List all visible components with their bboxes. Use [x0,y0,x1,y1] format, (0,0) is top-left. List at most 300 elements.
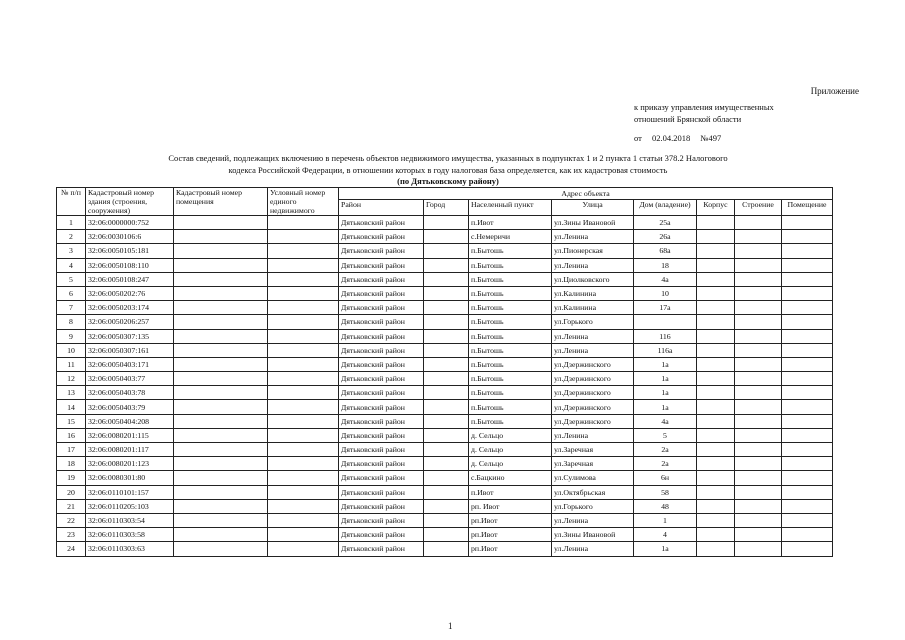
order-date-line [634,132,774,144]
cadastral-number: 32:06:0050108:110 [86,258,174,272]
korpus-cell [697,428,735,442]
korpus-cell [697,258,735,272]
cadastral-number: 32:06:0030106:6 [86,230,174,244]
row-number: 12 [57,372,86,386]
conditional-number [268,386,339,400]
house-cell: 4 [634,528,697,542]
city-cell [424,315,469,329]
district-cell: Дятьковский район [339,528,424,542]
col-header-room: Помещение [782,200,833,216]
col-header-locality: Населенный пункт [469,200,552,216]
building-cell [735,499,782,513]
city-cell [424,428,469,442]
house-cell: 48 [634,499,697,513]
district-cell: Дятьковский район [339,372,424,386]
street-cell: ул.Ленина [552,428,634,442]
row-number: 22 [57,513,86,527]
city-cell [424,513,469,527]
col-header-conditional-number: Условный номер единого недвижимого [268,188,339,216]
conditional-number [268,443,339,457]
conditional-number [268,357,339,371]
room-cadastral-number [174,244,268,258]
row-number: 23 [57,528,86,542]
table-row [57,443,833,457]
conditional-number [268,343,339,357]
street-cell: ул.Ленина [552,329,634,343]
room-cell [782,272,833,286]
room-cell [782,329,833,343]
objects-table [56,187,833,557]
order-line-2: отношений Брянской области [634,114,742,124]
room-cadastral-number [174,301,268,315]
district-cell: Дятьковский район [339,542,424,556]
col-header-korpus: Корпус [697,200,735,216]
row-number: 7 [57,301,86,315]
cadastral-number: 32:06:0050307:161 [86,343,174,357]
district-cell: Дятьковский район [339,400,424,414]
building-cell [735,258,782,272]
locality-cell: п.Бытошь [469,329,552,343]
table-row [57,400,833,414]
conditional-number [268,372,339,386]
room-cell [782,471,833,485]
row-number: 1 [57,216,86,230]
room-cell [782,428,833,442]
korpus-cell [697,272,735,286]
house-cell: 25а [634,216,697,230]
district-cell: Дятьковский район [339,499,424,513]
korpus-cell [697,513,735,527]
building-cell [735,315,782,329]
room-cell [782,230,833,244]
city-cell [424,443,469,457]
city-cell [424,542,469,556]
room-cadastral-number [174,372,268,386]
locality-cell: п.Бытошь [469,343,552,357]
row-number: 21 [57,499,86,513]
room-cell [782,286,833,300]
row-number: 11 [57,357,86,371]
locality-cell: рп. Ивот [469,499,552,513]
district-cell: Дятьковский район [339,513,424,527]
district-cell: Дятьковский район [339,471,424,485]
table-row [57,343,833,357]
room-cell [782,244,833,258]
street-cell: ул.Зины Ивановой [552,216,634,230]
table-row [57,499,833,513]
district-cell: Дятьковский район [339,343,424,357]
house-cell: 58 [634,485,697,499]
locality-cell: д. Сельцо [469,428,552,442]
row-number: 19 [57,471,86,485]
col-header-street: Улица [552,200,634,216]
room-cell [782,443,833,457]
locality-cell: п.Бытошь [469,272,552,286]
cadastral-number: 32:06:0050403:171 [86,357,174,371]
room-cadastral-number [174,443,268,457]
row-number: 24 [57,542,86,556]
city-cell [424,301,469,315]
cadastral-number: 32:06:0110205:103 [86,499,174,513]
street-cell: ул.Горького [552,315,634,329]
table-row [57,414,833,428]
room-cadastral-number [174,357,268,371]
room-cadastral-number [174,216,268,230]
house-cell: 4а [634,272,697,286]
district-cell: Дятьковский район [339,443,424,457]
street-cell: ул.Октябрьская [552,485,634,499]
cadastral-number: 32:06:0050202:76 [86,286,174,300]
district-cell: Дятьковский район [339,216,424,230]
conditional-number [268,499,339,513]
city-cell [424,230,469,244]
row-number: 4 [57,258,86,272]
room-cell [782,513,833,527]
cadastral-number: 32:06:0050403:77 [86,372,174,386]
city-cell [424,343,469,357]
street-cell: ул.Ленина [552,343,634,357]
col-header-district: Район [339,200,424,216]
room-cell [782,400,833,414]
korpus-cell [697,329,735,343]
building-cell [735,216,782,230]
district-cell: Дятьковский район [339,428,424,442]
street-cell: ул.Ленина [552,258,634,272]
cadastral-number: 32:06:0050105:181 [86,244,174,258]
city-cell [424,372,469,386]
korpus-cell [697,315,735,329]
cadastral-number: 32:06:0080201:115 [86,428,174,442]
district-cell: Дятьковский район [339,230,424,244]
heading-district: (по Дятьковскому району) [397,176,499,186]
building-cell [735,301,782,315]
room-cell [782,499,833,513]
district-cell: Дятьковский район [339,329,424,343]
cadastral-number: 32:06:0050307:135 [86,329,174,343]
korpus-cell [697,528,735,542]
house-cell: 2а [634,443,697,457]
district-cell: Дятьковский район [339,457,424,471]
room-cadastral-number [174,485,268,499]
korpus-cell [697,386,735,400]
conditional-number [268,258,339,272]
table-row [57,329,833,343]
cadastral-number: 32:06:0110303:58 [86,528,174,542]
korpus-cell [697,357,735,371]
city-cell [424,386,469,400]
conditional-number [268,272,339,286]
locality-cell: п.Бытошь [469,286,552,300]
house-cell: 5 [634,428,697,442]
room-cadastral-number [174,457,268,471]
locality-cell: рп.Ивот [469,542,552,556]
table-row [57,528,833,542]
table-row [57,315,833,329]
room-cadastral-number [174,528,268,542]
street-cell: ул.Пионерская [552,244,634,258]
korpus-cell [697,230,735,244]
row-number: 2 [57,230,86,244]
city-cell [424,272,469,286]
conditional-number [268,244,339,258]
district-cell: Дятьковский район [339,286,424,300]
building-cell [735,244,782,258]
room-cadastral-number [174,428,268,442]
district-cell: Дятьковский район [339,272,424,286]
room-cell [782,414,833,428]
house-cell: 116 [634,329,697,343]
conditional-number [268,485,339,499]
street-cell: ул.Калинина [552,286,634,300]
room-cell [782,457,833,471]
table-row [57,542,833,556]
table-row [57,258,833,272]
house-cell: 1а [634,357,697,371]
room-cadastral-number [174,542,268,556]
page-number: 1 [448,621,453,631]
conditional-number [268,513,339,527]
conditional-number [268,414,339,428]
row-number: 18 [57,457,86,471]
cadastral-number: 32:06:0110101:157 [86,485,174,499]
street-cell: ул.Заречная [552,457,634,471]
korpus-cell [697,343,735,357]
cadastral-number: 32:06:0080201:117 [86,443,174,457]
room-cell [782,372,833,386]
conditional-number [268,315,339,329]
korpus-cell [697,244,735,258]
house-cell: 1а [634,542,697,556]
room-cell [782,528,833,542]
house-cell: 1 [634,513,697,527]
korpus-cell [697,414,735,428]
locality-cell: п.Ивот [469,485,552,499]
house-cell: 10 [634,286,697,300]
conditional-number [268,542,339,556]
cadastral-number: 32:06:0050403:79 [86,400,174,414]
street-cell: ул.Дзержинского [552,414,634,428]
room-cadastral-number [174,513,268,527]
city-cell [424,400,469,414]
city-cell [424,471,469,485]
korpus-cell [697,485,735,499]
building-cell [735,400,782,414]
korpus-cell [697,471,735,485]
appendix-title: Приложение [810,86,859,96]
row-number: 8 [57,315,86,329]
city-cell [424,357,469,371]
district-cell: Дятьковский район [339,414,424,428]
row-number: 17 [57,443,86,457]
room-cell [782,301,833,315]
cadastral-number: 32:06:0050203:174 [86,301,174,315]
locality-cell: п.Бытошь [469,400,552,414]
korpus-cell [697,372,735,386]
city-cell [424,457,469,471]
table-row [57,244,833,258]
building-cell [735,386,782,400]
conditional-number [268,329,339,343]
table-row [57,230,833,244]
street-cell: ул.Горького [552,499,634,513]
table-row [57,286,833,300]
table-row [57,357,833,371]
house-cell: 4а [634,414,697,428]
locality-cell: рп.Ивот [469,528,552,542]
house-cell: 68а [634,244,697,258]
locality-cell: д. Сельцо [469,457,552,471]
locality-cell: п.Бытошь [469,301,552,315]
locality-cell: п.Бытошь [469,386,552,400]
street-cell: ул.Зины Ивановой [552,528,634,542]
house-cell: 1а [634,386,697,400]
row-number: 13 [57,386,86,400]
district-cell: Дятьковский район [339,386,424,400]
order-reference [634,101,774,144]
locality-cell: п.Бытошь [469,414,552,428]
row-number: 14 [57,400,86,414]
col-header-city: Город [424,200,469,216]
district-cell: Дятьковский район [339,485,424,499]
locality-cell: п.Бытошь [469,357,552,371]
street-cell: ул.Ленина [552,513,634,527]
house-cell: 17а [634,301,697,315]
korpus-cell [697,443,735,457]
cadastral-number: 32:06:0050404:208 [86,414,174,428]
street-cell: ул.Калинина [552,301,634,315]
house-cell: 2а [634,457,697,471]
room-cadastral-number [174,386,268,400]
room-cell [782,315,833,329]
table-row [57,471,833,485]
locality-cell: п.Ивот [469,216,552,230]
conditional-number [268,457,339,471]
room-cadastral-number [174,414,268,428]
col-header-cadastral-room: Кадастровый номер помещения [174,188,268,216]
col-header-address: Адрес объекта [339,188,833,200]
row-number: 6 [57,286,86,300]
room-cadastral-number [174,343,268,357]
building-cell [735,457,782,471]
city-cell [424,216,469,230]
house-cell: 1а [634,400,697,414]
room-cadastral-number [174,258,268,272]
street-cell: ул.Циолковского [552,272,634,286]
col-header-cadastral-building: Кадастровый номер здания (строения, сооружения) [86,188,174,216]
city-cell [424,499,469,513]
street-cell: ул.Дзержинского [552,372,634,386]
cadastral-number: 32:06:0050108:247 [86,272,174,286]
district-cell: Дятьковский район [339,301,424,315]
house-cell: 116а [634,343,697,357]
room-cadastral-number [174,230,268,244]
district-cell: Дятьковский район [339,357,424,371]
table-body [57,216,833,557]
cadastral-number: 32:06:0110303:54 [86,513,174,527]
conditional-number [268,400,339,414]
row-number: 15 [57,414,86,428]
table-row [57,485,833,499]
building-cell [735,485,782,499]
district-cell: Дятьковский район [339,244,424,258]
building-cell [735,372,782,386]
room-cadastral-number [174,315,268,329]
room-cadastral-number [174,272,268,286]
city-cell [424,258,469,272]
building-cell [735,428,782,442]
city-cell [424,329,469,343]
table-row [57,457,833,471]
street-cell: ул.Дзержинского [552,386,634,400]
conditional-number [268,286,339,300]
building-cell [735,542,782,556]
conditional-number [268,216,339,230]
house-cell [634,315,697,329]
locality-cell: п.Бытошь [469,372,552,386]
house-cell: 6н [634,471,697,485]
row-number: 9 [57,329,86,343]
street-cell: ул.Дзержинского [552,357,634,371]
room-cadastral-number [174,286,268,300]
korpus-cell [697,457,735,471]
heading-line-1: Состав сведений, подлежащих включению в перечень объектов недвижимого имущества, указанных в подпунктах 1 и 2 пункта 1 статьи 378.2 Налогового [168,153,728,163]
city-cell [424,286,469,300]
city-cell [424,414,469,428]
col-header-house: Дом (владение) [634,200,697,216]
conditional-number [268,230,339,244]
korpus-cell [697,286,735,300]
room-cell [782,258,833,272]
conditional-number [268,471,339,485]
order-date-prefix: от [634,133,642,143]
city-cell [424,528,469,542]
table-row [57,272,833,286]
locality-cell: д. Сельцо [469,443,552,457]
locality-cell: п.Бытошь [469,244,552,258]
building-cell [735,230,782,244]
korpus-cell [697,400,735,414]
street-cell: ул.Заречная [552,443,634,457]
house-cell: 26а [634,230,697,244]
document-heading [128,153,768,188]
building-cell [735,513,782,527]
room-cell [782,485,833,499]
col-header-num: № п/п [57,188,86,216]
house-cell: 1а [634,372,697,386]
conditional-number [268,428,339,442]
row-number: 5 [57,272,86,286]
row-number: 10 [57,343,86,357]
room-cell [782,216,833,230]
building-cell [735,471,782,485]
building-cell [735,343,782,357]
room-cadastral-number [174,400,268,414]
conditional-number [268,301,339,315]
col-header-building: Строение [735,200,782,216]
cadastral-number: 32:06:0080201:123 [86,457,174,471]
room-cadastral-number [174,499,268,513]
korpus-cell [697,216,735,230]
locality-cell: с.Бацкино [469,471,552,485]
order-line-1: к приказу управления имущественных [634,102,774,112]
conditional-number [268,528,339,542]
table-row [57,513,833,527]
street-cell: ул.Дзержинского [552,400,634,414]
cadastral-number: 32:06:0050403:78 [86,386,174,400]
cadastral-number: 32:06:0050206:257 [86,315,174,329]
order-number: №497 [700,133,722,143]
table-row [57,216,833,230]
